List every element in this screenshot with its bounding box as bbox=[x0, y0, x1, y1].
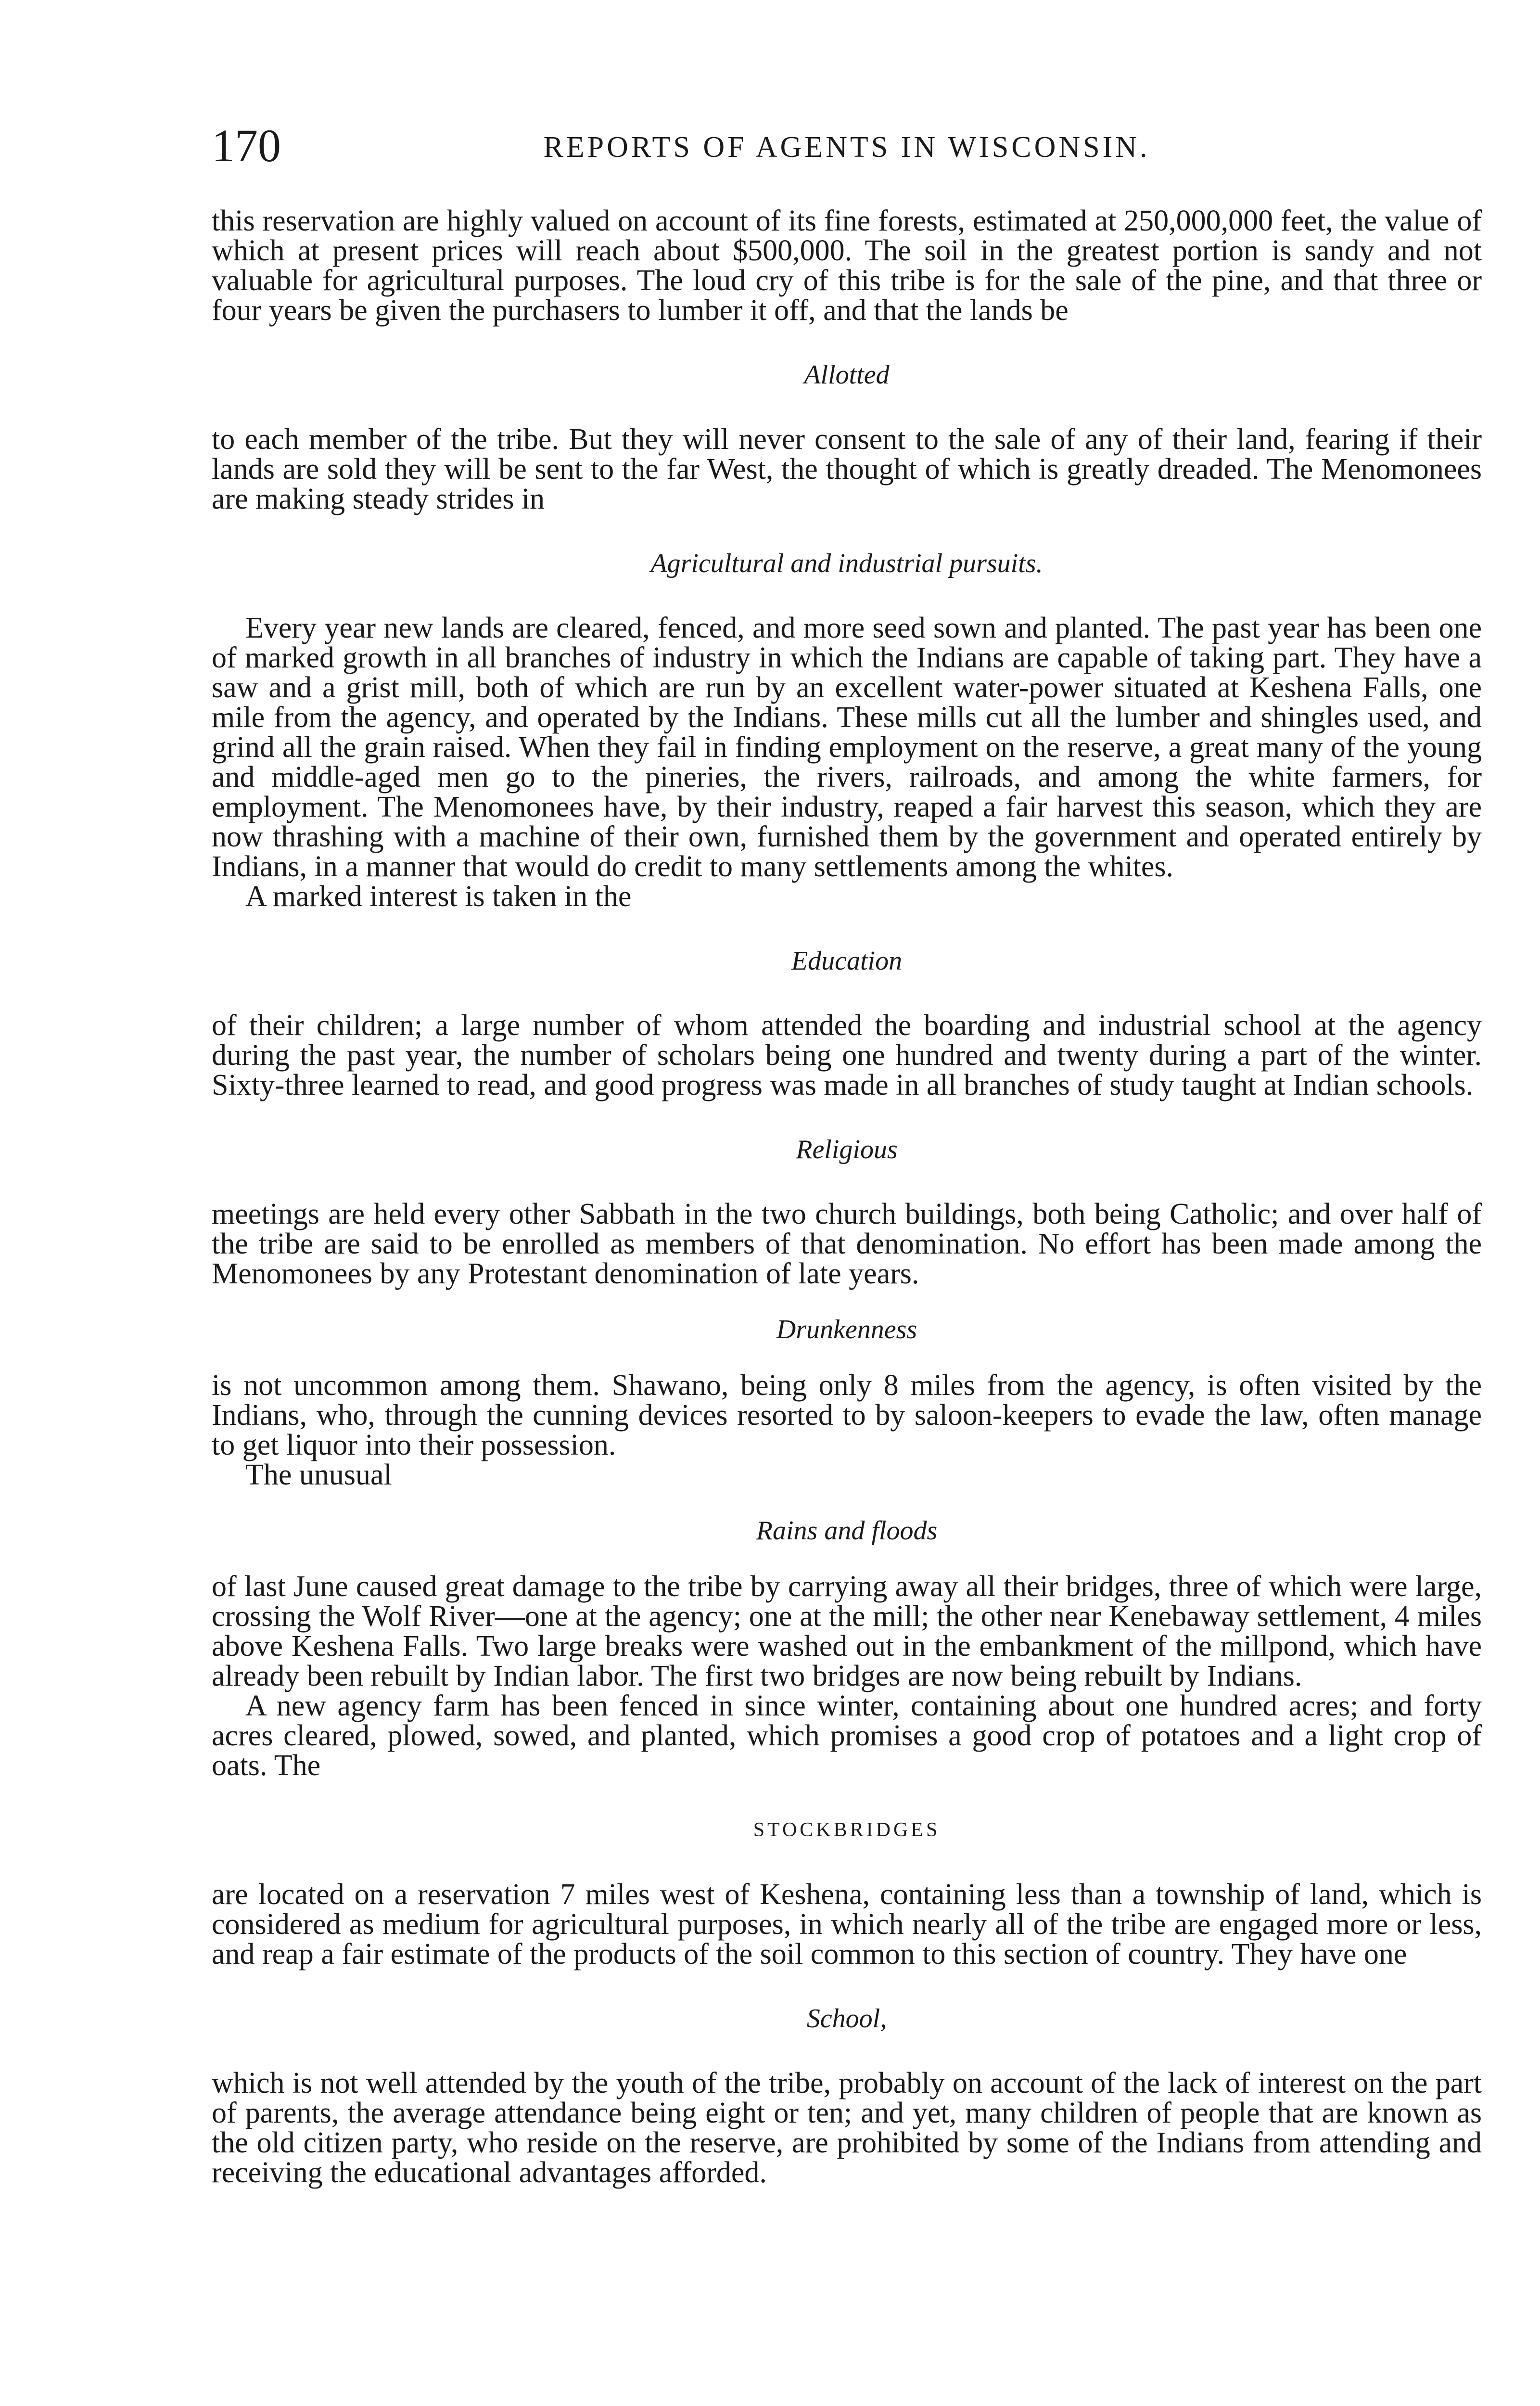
subhead-drunkenness: Drunkenness bbox=[776, 1315, 917, 1344]
paragraph-interest: A marked interest is taken in the bbox=[245, 880, 632, 913]
paragraph-farm: A new agency farm has been fenced in since winter, containing about one hundred acres; and forty acres cleared, plowed, sowed, and planted, which promises a good crop of potatoes and a light crop of oats. The bbox=[212, 1689, 1482, 1782]
paragraph-reservation: are located on a reservation 7 miles west of Keshena, containing less than a township of land, which is considered as medium for agricultural purposes, in which nearly all of the tribe are engaged more or less, and reap a fair estimate of the products of the soil common to this section of country. They have one bbox=[212, 1878, 1482, 1971]
paragraph-industry: Every year new lands are cleared, fenced, and more seed sown and planted. The past year has been one of marked growth in all branches of industry in which the Indians are capable of taking part. They have a saw and a grist mill, both of which are run by an excellent water-power situated at Keshena Falls, one mile from the agency, and operated by the Indians. These mills cut all the lumber and shingles used, and grind all the grain raised. When they fail in finding employment on the reserve, a great many of the young and middle-aged men go to the pineries, the rivers, railroads, and among the white farmers, for employment. The Menomonees have, by their industry, reaped a fair harvest this season, which they are now thrashing with a machine of their own, furnished them by the government and operated entirely by Indians, in a manner that would do credit to many settlements among the whites. bbox=[212, 612, 1482, 883]
paragraph-bridges: of last June caused great damage to the tribe by carrying away all their bridges, three of which were large, crossing the Wolf River—one at the agency; one at the mill; the other near Kenebaway settlement, 4 miles above Keshena Falls. Two large breaks were washed out in the embankment of the millpond, which have already been rebuilt by Indian labor. The first two bridges are now being rebuilt by Indians. bbox=[212, 1570, 1482, 1692]
paragraph-forests: this reservation are highly valued on account of its fine forests, estimated at 250,000,000 feet, the value of which at present prices will reach about $500,000. The soil in the greatest portion is sandy and not valuable for agricultural purposes. The loud cry of this tribe is for the sale of the pine, and that three or four years be given the purchasers to lumber it off, and that the lands be bbox=[212, 205, 1482, 327]
subhead-rains: Rains and floods bbox=[756, 1516, 938, 1546]
paragraph-children: of their children; a large number of whom attended the boarding and industrial school at the agency during the past year, the number of scholars being one hundred and twenty during a part of the winter. Sixty-three learned to read, and good progress was made in all branches of study taught at Indian schools. bbox=[212, 1009, 1482, 1101]
page-body bbox=[212, 206, 1482, 2188]
paragraph-attendance: which is not well attended by the youth of the tribe, probably on account of the lack of interest on the part of parents, the average attendance being eight or ten; and yet, many children of people that are known as the old citizen party, who reside on the reserve, are prohibited by some of the Indians from attending and receiving the educational advantages afforded. bbox=[212, 2067, 1482, 2189]
subhead-religious: Religious bbox=[796, 1135, 898, 1165]
page-header bbox=[212, 119, 1482, 177]
subhead-allotted: Allotted bbox=[804, 360, 890, 390]
paragraph-land: to each member of the tribe. But they will never consent to the sale of any of their land, fearing if their lands are sold they will be sent to the far West, the thought of which is greatly dreaded. The Menomonees are making steady strides in bbox=[212, 423, 1482, 515]
paragraph-shawano: is not uncommon among them. Shawano, being only 8 miles from the agency, is often visited by the Indians, who, through the cunning devices resorted to by saloon-keepers to evade the law, often manage to get liquor into their possession. bbox=[212, 1369, 1482, 1461]
subhead-agricultural: Agricultural and industrial pursuits. bbox=[650, 549, 1043, 578]
subhead-school: School, bbox=[806, 2004, 887, 2034]
page-number: 170 bbox=[212, 120, 281, 171]
running-head: REPORTS OF AGENTS IN WISCONSIN. bbox=[543, 131, 1150, 164]
paragraph-unusual: The unusual bbox=[245, 1459, 392, 1491]
paragraph-meetings: meetings are held every other Sabbath in the two church buildings, both being Catholic; and over half of the tribe are said to be enrolled as members of that denomination. No effort has been made among the Menomonees by any Protestant denomination of late years. bbox=[212, 1198, 1482, 1290]
subhead-education: Education bbox=[791, 946, 903, 976]
subhead-stockbridges: STOCKBRIDGES bbox=[753, 1819, 941, 1841]
